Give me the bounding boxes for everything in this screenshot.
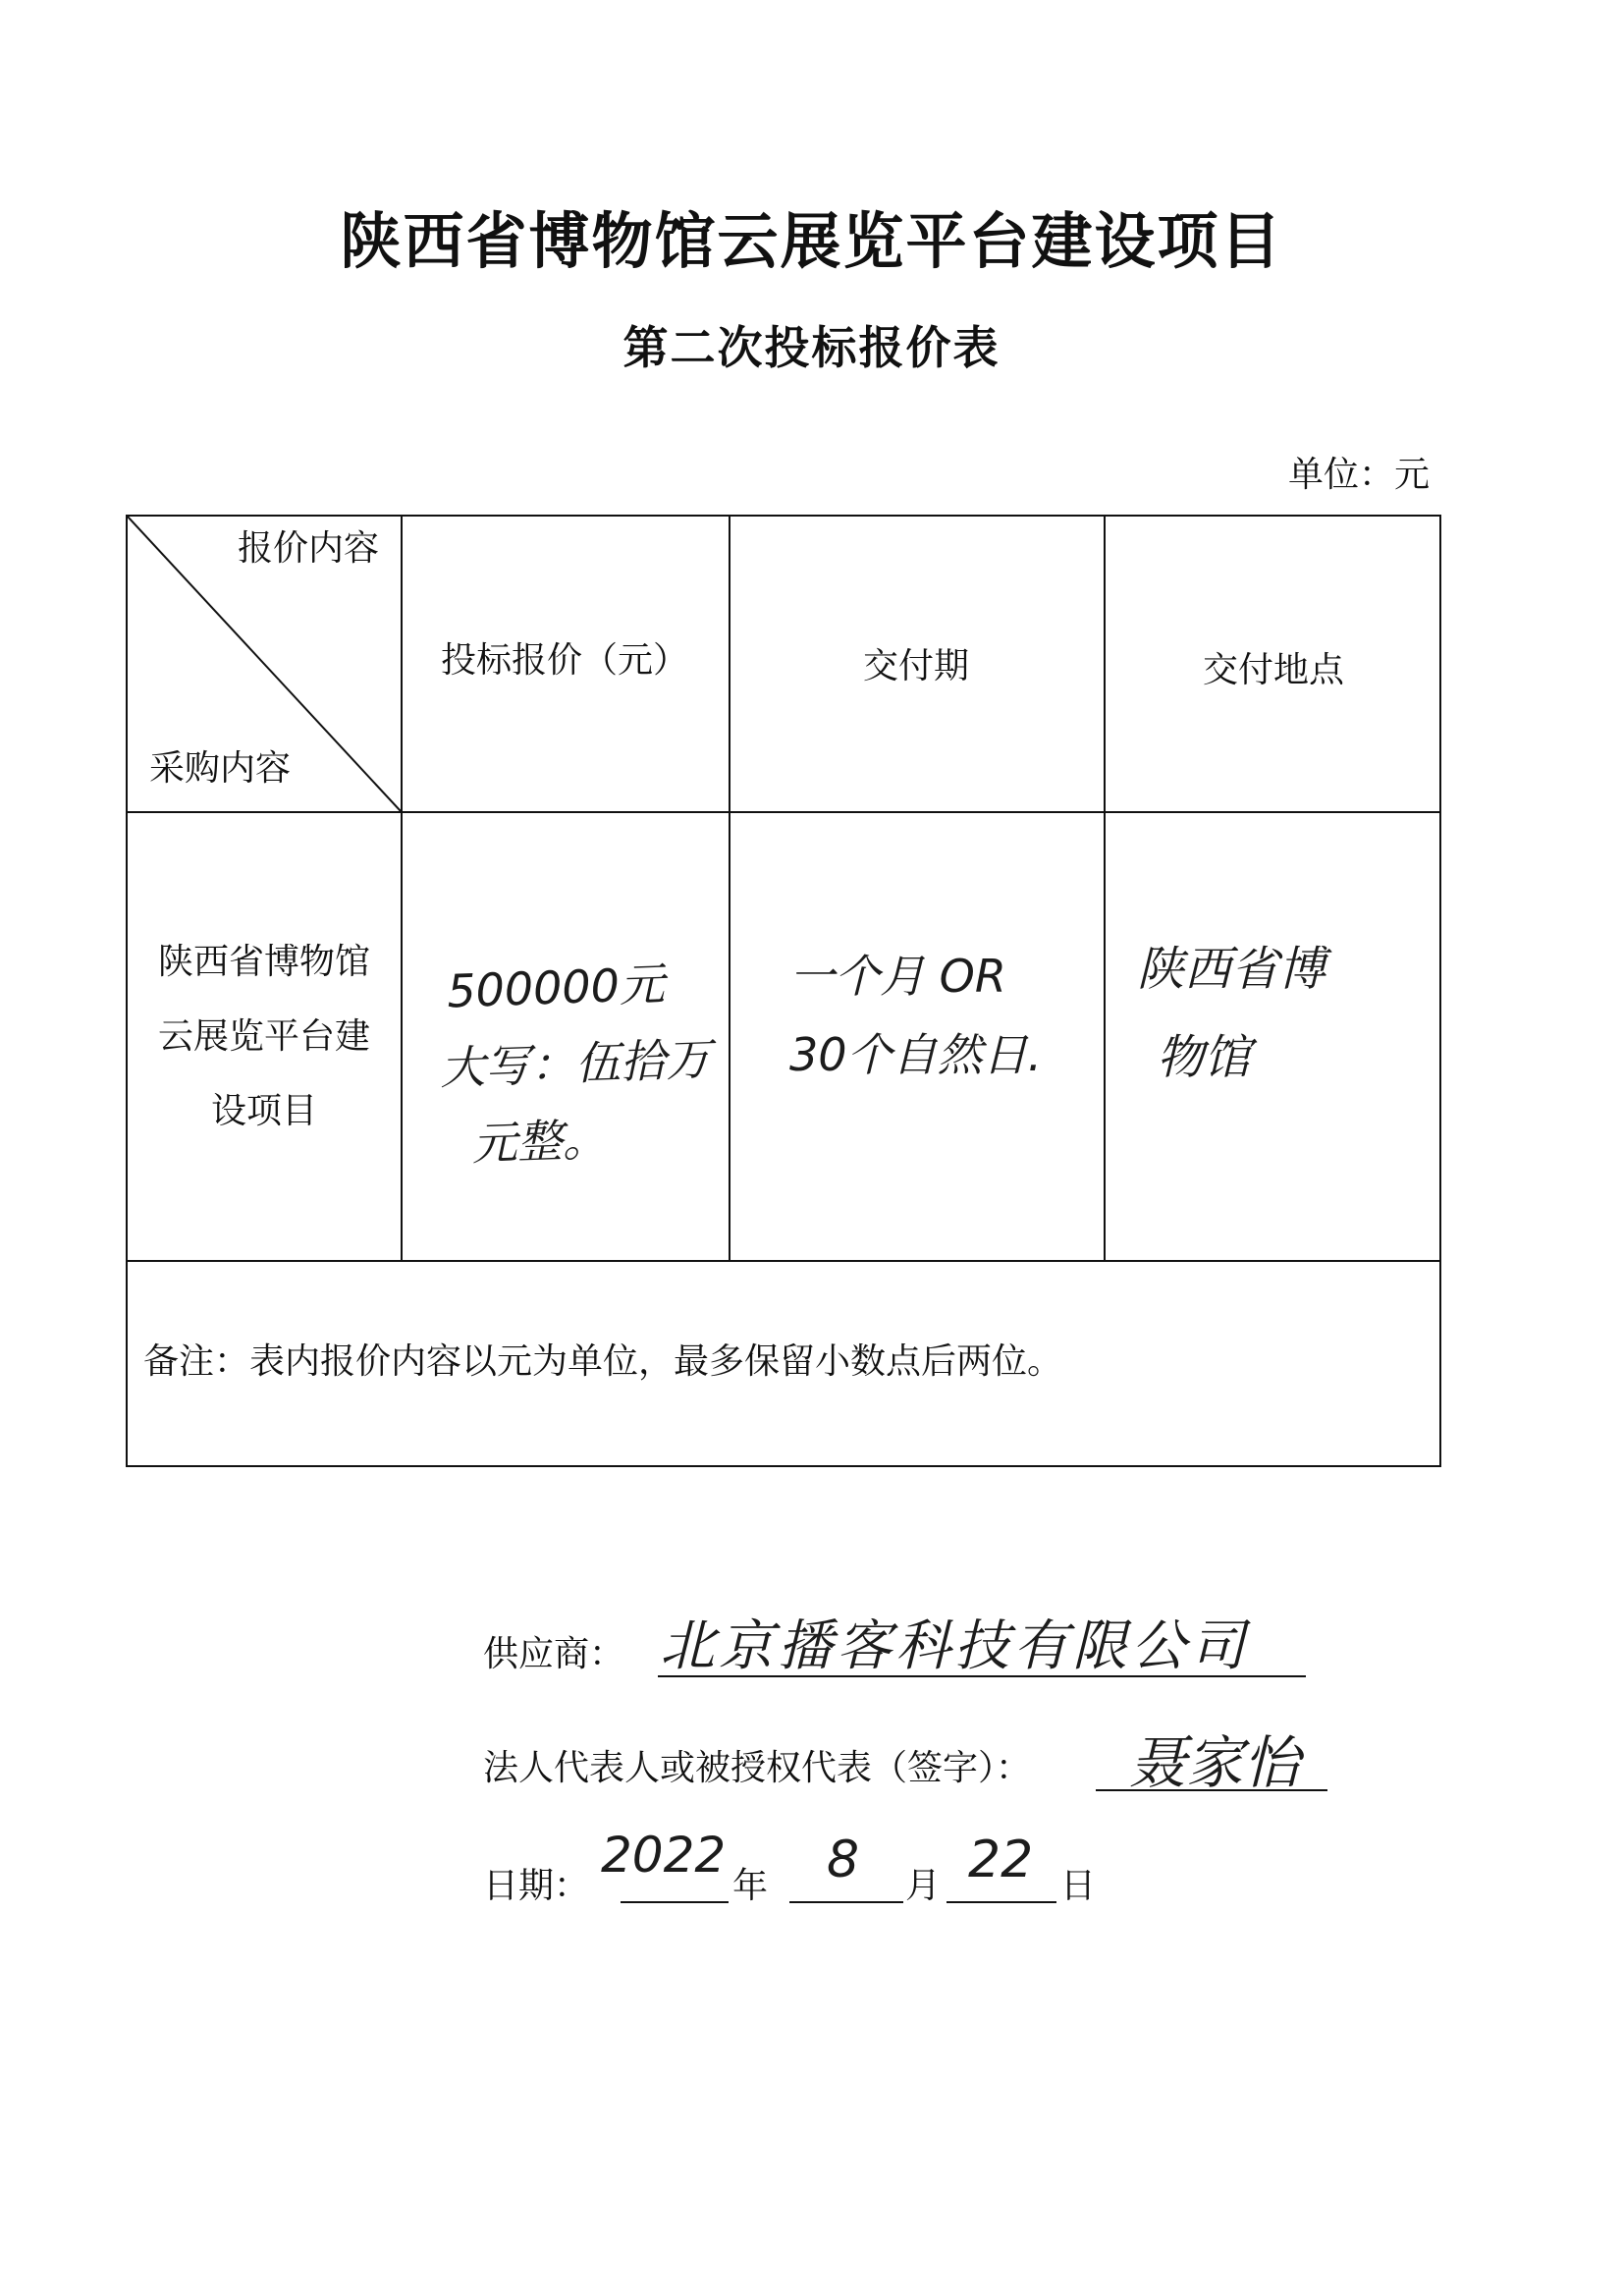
handwritten-price xyxy=(436,944,715,1182)
row-item-name xyxy=(128,925,401,1149)
supplier-label: 供应商： xyxy=(483,1634,625,1674)
quotation-table xyxy=(126,515,1441,1467)
handwritten-line: 物馆 xyxy=(1157,1030,1252,1085)
column-divider xyxy=(729,517,730,1260)
row-item-line: 设项目 xyxy=(210,1091,317,1131)
row-divider xyxy=(128,1260,1439,1262)
rep-handwritten: 聂家怡 xyxy=(1129,1729,1301,1796)
date-day-underline xyxy=(947,1901,1056,1903)
date-month-label: 月 xyxy=(905,1866,942,1906)
supplier-underline xyxy=(658,1675,1306,1677)
handwritten-delivery-period xyxy=(789,937,1042,1094)
column-header-price: 投标报价（元） xyxy=(440,640,688,681)
unit-label: 单位：元 xyxy=(1288,455,1431,495)
table-remark: 备注：表内报价内容以元为单位，最多保留小数点后两位。 xyxy=(143,1341,1063,1382)
handwritten-line: 一个月 OR xyxy=(789,950,1006,1003)
date-month-underline xyxy=(789,1901,903,1903)
document-title: 陕西省博物馆云展览平台建设项目 xyxy=(340,205,1283,277)
handwritten-line: 大写：伍拾万 xyxy=(439,1032,712,1095)
date-day-label: 日 xyxy=(1060,1866,1097,1906)
rep-underline xyxy=(1096,1789,1327,1791)
date-day-value: 22 xyxy=(968,1831,1034,1889)
column-divider xyxy=(401,517,403,1260)
rep-label: 法人代表人或被授权代表（签字）： xyxy=(483,1748,1032,1788)
handwritten-line: 元整。 xyxy=(470,1112,609,1171)
column-divider xyxy=(1104,517,1106,1260)
row-divider xyxy=(128,811,1439,813)
column-header-delivery-location: 交付地点 xyxy=(1202,650,1344,690)
handwritten-line: 陕西省博 xyxy=(1137,942,1326,997)
date-year-label: 年 xyxy=(732,1866,769,1906)
supplier-handwritten: 北京播客科技有限公司 xyxy=(660,1614,1249,1678)
header-top-right: 报价内容 xyxy=(238,528,380,569)
date-year-value: 2022 xyxy=(601,1827,727,1884)
handwritten-line: 500000元 xyxy=(446,957,666,1018)
column-header-delivery-period: 交付期 xyxy=(862,646,969,686)
row-item-line: 陕西省博物馆 xyxy=(157,942,370,982)
handwritten-delivery-location xyxy=(1137,925,1325,1102)
date-label: 日期： xyxy=(483,1866,590,1906)
date-year-underline xyxy=(621,1901,729,1903)
date-month-value: 8 xyxy=(827,1831,860,1889)
row-item-line: 云展览平台建 xyxy=(157,1016,370,1057)
header-bottom-left: 采购内容 xyxy=(149,748,292,789)
document-subtitle: 第二次投标报价表 xyxy=(622,321,1001,374)
handwritten-line: 30个自然日. xyxy=(789,1028,1043,1081)
